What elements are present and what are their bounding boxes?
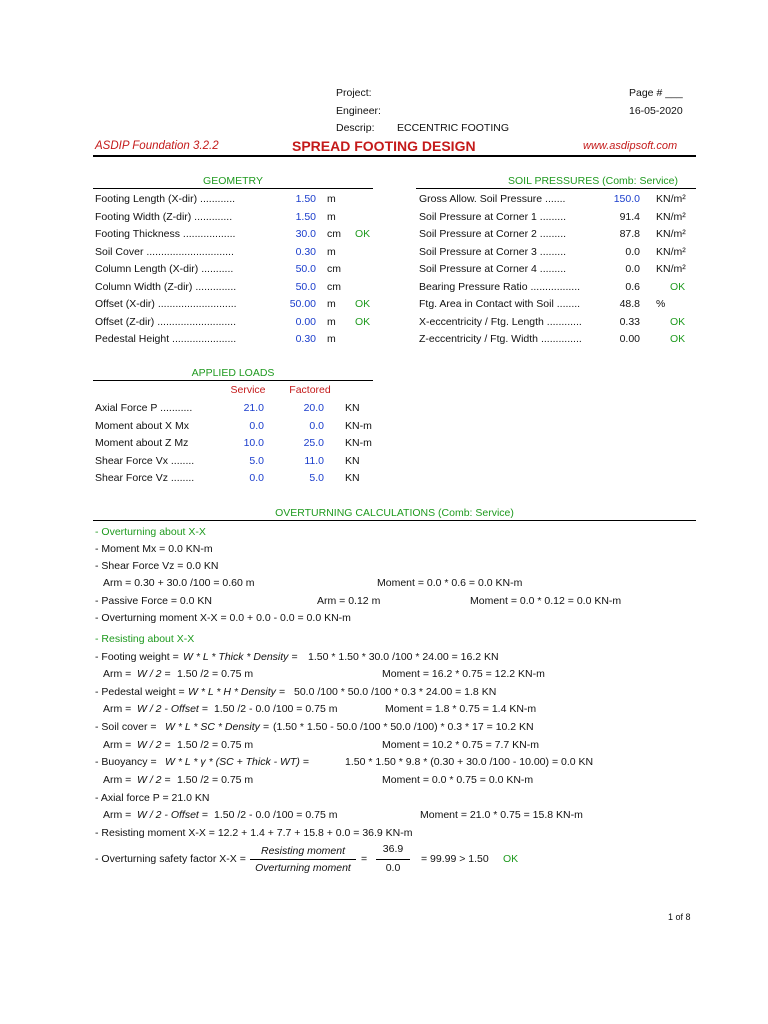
resisting-section-heading: - Resisting about X-X	[95, 633, 195, 645]
soil-label: Gross Allow. Soil Pressure .......	[419, 193, 566, 205]
soil-cover-formula: W * L * SC * Density =	[165, 721, 269, 733]
soil-value: 0.00	[619, 333, 640, 345]
passive-moment-line: Moment = 0.0 * 0.12 = 0.0 KN-m	[470, 595, 622, 607]
website-link[interactable]: www.asdipsoft.com	[583, 140, 678, 152]
soil-unit: %	[656, 298, 666, 310]
soil-status: OK	[670, 280, 686, 293]
fraction-line-values	[376, 859, 410, 860]
project-label: Project:	[336, 87, 372, 99]
soil-moment: Moment = 10.2 * 0.75 = 7.7 KN-m	[382, 739, 539, 751]
soil-unit: KN/m²	[656, 228, 686, 240]
load-factored-value[interactable]: 5.0	[309, 472, 324, 484]
geometry-value[interactable]: 50.0	[295, 280, 316, 293]
engineer-label: Engineer:	[336, 105, 381, 117]
soil-label: Ftg. Area in Contact with Soil ........	[419, 298, 581, 310]
passive-force-line: - Passive Force = 0.0 KN	[95, 595, 213, 607]
load-service-value[interactable]: 10.0	[243, 437, 264, 449]
moment-shear-line: Moment = 0.0 * 0.6 = 0.0 KN-m	[377, 577, 523, 589]
geometry-status: OK	[355, 315, 371, 328]
soil-unit: KN/m²	[656, 263, 686, 275]
load-label: Moment about Z Mz	[95, 437, 189, 449]
soil-label: Z-eccentricity / Ftg. Width ..............	[419, 333, 582, 345]
geometry-unit: m	[327, 245, 336, 258]
descrip-label: Descrip:	[336, 122, 375, 134]
geometry-title: GEOMETRY	[203, 175, 263, 187]
soil-label: Soil Pressure at Corner 1 .........	[419, 210, 567, 223]
geometry-label: Soil Cover ..............................	[95, 245, 234, 258]
geometry-value[interactable]: 0.30	[295, 333, 316, 345]
pedestal-weight-formula: W * L * H * Density =	[188, 686, 285, 698]
geometry-value[interactable]: 1.50	[295, 193, 316, 205]
soil-arm-label: Arm =	[103, 739, 132, 751]
geometry-value[interactable]: 50.0	[295, 263, 316, 275]
shear-vz-line: - Shear Force Vz = 0.0 KN	[95, 560, 219, 572]
geometry-unit: m	[327, 315, 336, 328]
pedestal-arm-formula: W / 2 - Offset =	[137, 703, 208, 715]
safety-factor-label: - Overturning safety factor X-X =	[95, 853, 246, 865]
buoyancy-arm-label: Arm =	[103, 774, 132, 786]
soil-value[interactable]: 150.0	[613, 193, 640, 205]
footing-weight-label: - Footing weight =	[95, 651, 179, 663]
geometry-unit: m	[327, 333, 336, 345]
geometry-value[interactable]: 0.30	[295, 245, 316, 258]
soil-cover-calc: (1.50 * 1.50 - 50.0 /100 * 50.0 /100) * 0.3 * 17 = 10.2 KN	[273, 721, 534, 733]
soil-arm-calc: 1.50 /2 = 0.75 m	[177, 739, 254, 751]
load-unit: KN	[345, 402, 360, 414]
moment-mx-line: - Moment Mx = 0.0 KN-m	[95, 543, 213, 555]
load-service-value[interactable]: 0.0	[249, 472, 264, 484]
footing-weight-calc: 1.50 * 1.50 * 30.0 /100 * 24.00 = 16.2 KN	[308, 651, 499, 663]
axial-moment: Moment = 21.0 * 0.75 = 15.8 KN-m	[420, 809, 583, 821]
safety-factor-denominator-value: 0.0	[385, 862, 401, 874]
arm-shear-line: Arm = 0.30 + 30.0 /100 = 0.60 m	[103, 577, 255, 589]
soil-pressures-title: SOIL PRESSURES (Comb: Service)	[508, 175, 678, 187]
soil-status: OK	[670, 333, 686, 345]
buoyancy-formula: W * L * γ * (SC + Thick - WT) =	[165, 756, 309, 768]
safety-factor-result: = 99.99 > 1.50	[421, 853, 489, 865]
soil-label: Soil Pressure at Corner 3 .........	[419, 245, 567, 258]
soil-value: 0.33	[619, 315, 640, 328]
geometry-unit: cm	[327, 280, 341, 293]
software-name: ASDIP Foundation 3.2.2	[95, 140, 219, 152]
soil-label: Soil Pressure at Corner 2 .........	[419, 228, 567, 240]
fraction-line	[250, 859, 356, 860]
soil-label: Soil Pressure at Corner 4 .........	[419, 263, 567, 275]
soil-label: Bearing Pressure Ratio .................	[419, 280, 581, 293]
load-label: Shear Force Vz ........	[95, 472, 195, 484]
axial-force-line: - Axial force P = 21.0 KN	[95, 792, 210, 804]
load-unit: KN	[345, 472, 360, 484]
geometry-label: Footing Thickness ..................	[95, 228, 236, 240]
geometry-label: Footing Width (Z-dir) .............	[95, 210, 233, 223]
geometry-divider	[93, 188, 373, 189]
page-title: SPREAD FOOTING DESIGN	[292, 138, 476, 154]
descrip-value: ECCENTRIC FOOTING	[397, 122, 509, 134]
load-label: Moment about X Mx	[95, 419, 189, 432]
geometry-value[interactable]: 1.50	[295, 210, 316, 223]
overturning-title: OVERTURNING CALCULATIONS (Comb: Service)	[275, 507, 514, 519]
load-factored-value[interactable]: 25.0	[303, 437, 324, 449]
geometry-unit: m	[327, 193, 336, 205]
geometry-unit: m	[327, 298, 336, 310]
resisting-moment-line: - Resisting moment X-X = 12.2 + 1.4 + 7.7 + 15.8 + 0.0 = 36.9 KN-m	[95, 827, 413, 839]
footing-arm-calc: 1.50 /2 = 0.75 m	[177, 668, 254, 680]
soil-divider	[416, 188, 696, 189]
loads-col-service: Service	[230, 384, 266, 396]
pedestal-weight-label: - Pedestal weight =	[95, 686, 185, 698]
pedestal-weight-calc: 50.0 /100 * 50.0 /100 * 0.3 * 24.00 = 1.8 KN	[294, 686, 497, 698]
buoyancy-moment: Moment = 0.0 * 0.75 = 0.0 KN-m	[382, 774, 534, 786]
safety-factor-numerator-value: 36.9	[382, 843, 404, 855]
geometry-label: Column Length (X-dir) ...........	[95, 263, 234, 275]
buoyancy-label: - Buoyancy =	[95, 756, 157, 768]
soil-value: 91.4	[619, 210, 640, 223]
footing-arm-formula: W / 2 =	[137, 668, 171, 680]
safety-factor-numerator-text: Resisting moment	[260, 845, 346, 857]
buoyancy-arm-calc: 1.50 /2 = 0.75 m	[177, 774, 254, 786]
applied-loads-title: APPLIED LOADS	[191, 367, 275, 379]
page-number-label: Page # ___	[629, 87, 683, 99]
header-divider	[93, 155, 696, 157]
overturning-section-heading: - Overturning about X-X	[95, 526, 206, 538]
soil-value: 0.0	[625, 263, 640, 275]
axial-arm-formula: W / 2 - Offset =	[137, 809, 208, 821]
soil-value: 48.8	[619, 298, 640, 310]
report-date: 16-05-2020	[629, 105, 683, 117]
soil-unit: KN/m²	[656, 210, 686, 223]
soil-unit: KN/m²	[656, 193, 686, 205]
load-unit: KN-m	[345, 437, 372, 449]
geometry-label: Column Width (Z-dir) ..............	[95, 280, 237, 293]
loads-col-factored: Factored	[289, 384, 331, 396]
soil-value: 0.0	[625, 245, 640, 258]
buoyancy-calc: 1.50 * 1.50 * 9.8 * (0.30 + 30.0 /100 - 10.00) = 0.0 KN	[345, 756, 594, 768]
page-counter: 1 of 8	[668, 912, 691, 922]
soil-label: X-eccentricity / Ftg. Length ............	[419, 315, 582, 328]
geometry-value[interactable]: 50.00	[289, 298, 316, 310]
soil-status: OK	[670, 315, 686, 328]
geometry-unit: m	[327, 210, 336, 223]
geometry-label: Offset (X-dir) ...........................	[95, 298, 237, 310]
passive-arm-line: Arm = 0.12 m	[317, 595, 381, 607]
geometry-label: Pedestal Height ......................	[95, 333, 237, 345]
load-factored-value[interactable]: 20.0	[303, 402, 324, 414]
geometry-unit: cm	[327, 263, 341, 275]
loads-divider	[93, 380, 373, 381]
soil-arm-formula: W / 2 =	[137, 739, 171, 751]
geometry-status: OK	[355, 228, 371, 240]
safety-factor-status: OK	[503, 853, 519, 865]
load-unit: KN-m	[345, 419, 372, 432]
footing-moment: Moment = 16.2 * 0.75 = 12.2 KN-m	[382, 668, 545, 680]
pedestal-arm-calc: 1.50 /2 - 0.0 /100 = 0.75 m	[214, 703, 338, 715]
soil-value: 87.8	[619, 228, 640, 240]
load-label: Axial Force P ...........	[95, 402, 193, 414]
soil-cover-label: - Soil cover =	[95, 721, 157, 733]
buoyancy-arm-formula: W / 2 =	[137, 774, 171, 786]
load-factored-value[interactable]: 0.0	[309, 419, 324, 432]
footing-weight-formula: W * L * Thick * Density =	[183, 651, 298, 663]
load-factored-value[interactable]: 11.0	[304, 454, 324, 467]
load-service-value[interactable]: 0.0	[249, 419, 264, 432]
soil-unit: KN/m²	[656, 245, 686, 258]
safety-factor-equals: =	[361, 853, 368, 865]
soil-value: 0.6	[625, 280, 640, 293]
load-service-value[interactable]: 21.0	[243, 402, 264, 414]
load-label: Shear Force Vx ........	[95, 454, 195, 467]
geometry-unit: cm	[327, 228, 341, 240]
overturning-moment-line: - Overturning moment X-X = 0.0 + 0.0 - 0.0 = 0.0 KN-m	[95, 612, 351, 624]
geometry-label: Offset (Z-dir) ...........................	[95, 315, 236, 328]
axial-arm-label: Arm =	[103, 809, 132, 821]
footing-arm-label: Arm =	[103, 668, 132, 680]
axial-arm-calc: 1.50 /2 - 0.0 /100 = 0.75 m	[214, 809, 338, 821]
geometry-label: Footing Length (X-dir) ............	[95, 193, 236, 205]
geometry-status: OK	[355, 298, 371, 310]
overturning-divider	[93, 520, 696, 521]
safety-factor-denominator-text: Overturning moment	[255, 862, 351, 874]
pedestal-moment: Moment = 1.8 * 0.75 = 1.4 KN-m	[385, 703, 537, 715]
load-unit: KN	[345, 454, 360, 467]
pedestal-arm-label: Arm =	[103, 703, 132, 715]
load-service-value[interactable]: 5.0	[249, 454, 264, 467]
geometry-value[interactable]: 0.00	[295, 315, 316, 328]
geometry-value[interactable]: 30.0	[295, 228, 316, 240]
